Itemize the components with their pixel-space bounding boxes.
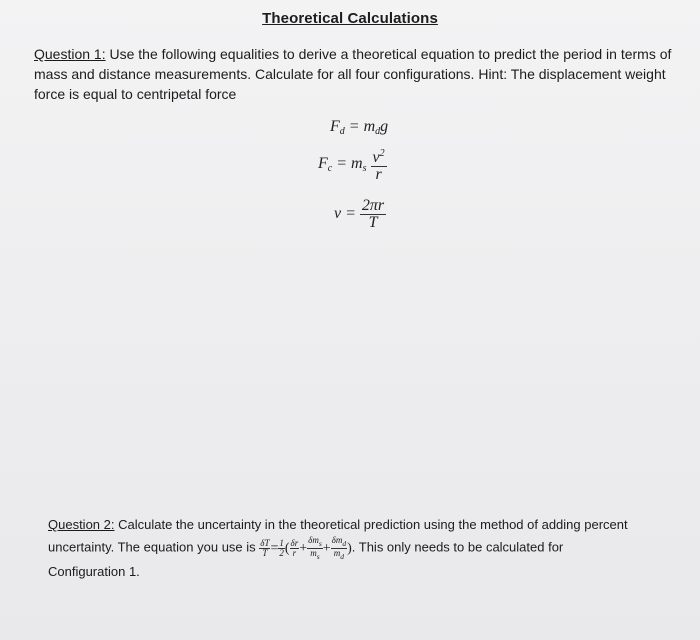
question-1	[34, 44, 684, 104]
question-2-line-3: Configuration 1.	[48, 563, 140, 579]
page-title: Theoretical Calculations	[262, 10, 438, 27]
velocity-squared-over-r: $\frac{v^2}{r}$	[372, 148, 385, 183]
question-1-label: Question 1:	[34, 46, 106, 62]
question-2-label: Question 2:	[48, 517, 115, 532]
uncertainty-formula: $\frac{\delta T}{T}$ = $\frac{1}{2}$ ( $\frac{\delta r}{r}$ + $\frac{\delta m_s}{m_s}$ + $\frac{\delta m_d}{m_d}$ )	[260, 535, 352, 561]
question-2-line-2: uncertainty. The equation you use is $\frac{\delta T}{T}$ = $\frac{1}{2}$ ( $\frac{\delta r}{r}$ + $\frac{\delta m_s}{m_s}$ + $\frac{\delta m_d}{m_d}$ ). This only needs to be calculated for	[48, 535, 564, 561]
two-pi-r-over-t: $\frac{2\pi r}{T}$	[361, 197, 385, 231]
question-2	[48, 514, 688, 583]
equation-displacement-force: $F_d = m_dg$	[330, 118, 389, 137]
question-2-line-1: Question 2: Calculate the uncertainty in the theoretical prediction using the method of adding percent	[48, 517, 628, 532]
question-1-text: Use the following equalities to derive a theoretical equation to predict the period in terms of mass and distance measurements. Calculate for all four configurations. Hint: The displacement weight force is equal to centripetal force	[34, 46, 672, 102]
equation-centripetal-force: $F_c = m_s$ $\frac{v^2}{r}$	[318, 148, 385, 183]
equation-velocity: v = $\frac{2\pi r}{T}$	[334, 197, 385, 231]
